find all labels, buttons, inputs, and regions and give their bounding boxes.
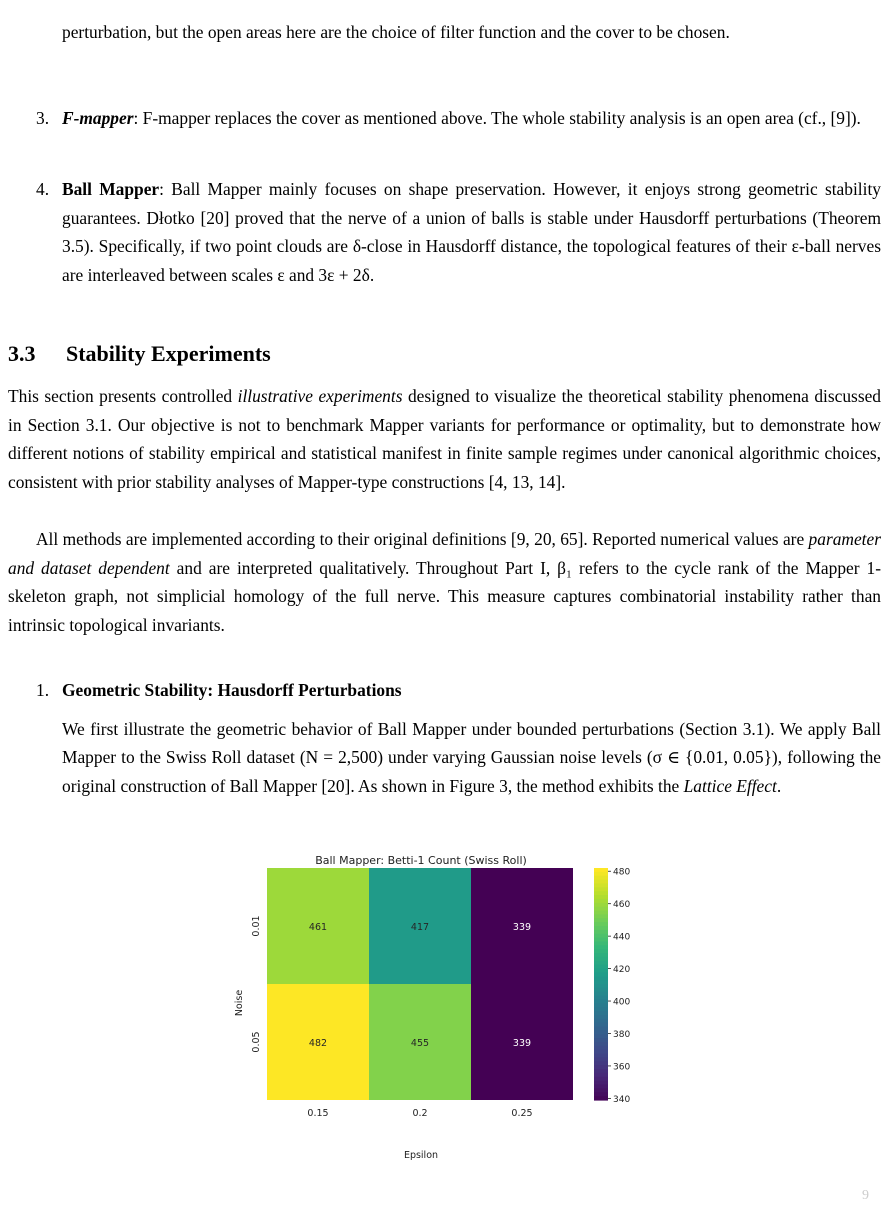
- x-axis-label: Epsilon: [403, 1150, 439, 1161]
- colorbar-segment: [594, 1088, 608, 1092]
- list-item-text: : Ball Mapper mainly focuses on shape preservation. However, it enjoys strong geometric stability guarantees. Dłotko [20] proved that the nerve of a union of balls is stable under Hausdorff perturbations (Theorem 3.5). Specifically, if two point clouds are δ-close in Hausdorff distance, the topological features of their ε-ball nerves are interleaved between scales ε and 3ε + 2δ.: [62, 179, 881, 285]
- colorbar-segment: [594, 1034, 608, 1038]
- colorbar-segment: [594, 980, 608, 984]
- colorbar-segment: [594, 976, 608, 980]
- colorbar-segment: [594, 930, 608, 934]
- cell-value-label: 417: [410, 922, 430, 933]
- colorbar-segment: [594, 1050, 608, 1054]
- colorbar-segment: [594, 938, 608, 942]
- list-item-title: F-mapper: [62, 108, 134, 128]
- colorbar-tick-label: 360: [613, 1062, 631, 1073]
- colorbar-segment: [594, 957, 608, 961]
- colorbar-segment: [594, 895, 608, 899]
- x-tick-label: 0.15: [307, 1108, 329, 1119]
- colorbar-segment: [594, 1003, 608, 1007]
- colorbar-segment: [594, 880, 608, 884]
- colorbar-segment: [594, 883, 608, 887]
- colorbar-segment: [594, 1081, 608, 1085]
- list-number: 3.: [36, 108, 50, 128]
- colorbar-segment: [594, 999, 608, 1003]
- colorbar-segment: [594, 961, 608, 965]
- colorbar-segment: [594, 1061, 608, 1065]
- list-number: 4.: [36, 179, 50, 199]
- colorbar-segment: [594, 1038, 608, 1042]
- paragraph-text: All methods are implemented according to their original definitions [9, 20, 65]. Reported numerical values are: [36, 529, 809, 549]
- colorbar-segment: [594, 1065, 608, 1069]
- list-number: 1.: [36, 680, 50, 700]
- colorbar-tick-label: 380: [613, 1029, 631, 1040]
- colorbar-tick-label: 480: [613, 867, 631, 878]
- intro-continuation: [36, 18, 881, 47]
- paragraph-text: and are interpreted qualitatively. Throughout Part I, β₁ refers to the cycle rank of the Mapper 1-skeleton graph, not simplicial homology of the full nerve. This measure captures combinatorial instability rather than intrinsic topological invariants.: [8, 557, 881, 635]
- colorbar-tick-label: 420: [613, 965, 631, 976]
- y-tick-label: 0.01: [251, 915, 262, 937]
- colorbar-segment: [594, 1015, 608, 1019]
- section-title: Stability Experiments: [66, 341, 271, 366]
- cell-value-label: 482: [308, 1038, 328, 1049]
- list-item-title: Ball Mapper: [62, 179, 160, 199]
- list-item-ball-mapper: [36, 175, 881, 289]
- paragraph-text: We first illustrate the geometric behavior of Ball Mapper under bounded perturbations (Section 3.1). We apply Ball Mapper to the Swiss Roll dataset (N = 2,500) under varying Gaussian noise levels (σ ∈ {0.01, 0.05}), following the original construction of Ball Mapper [20]. As shown in Figure 3, the method exhibits the: [62, 718, 881, 796]
- colorbar-segment: [594, 945, 608, 949]
- colorbar-segment: [594, 1011, 608, 1015]
- colorbar-segment: [594, 1096, 608, 1100]
- chart-title: Ball Mapper: Betti-1 Count (Swiss Roll): [315, 854, 527, 867]
- colorbar-tick-label: 460: [613, 900, 631, 911]
- colorbar-segment: [594, 1046, 608, 1050]
- colorbar-segment: [594, 1030, 608, 1034]
- colorbar-segment: [594, 996, 608, 1000]
- paragraph-intro: [8, 382, 881, 496]
- cell-value-label: 461: [308, 922, 328, 933]
- colorbar-tick-label: 400: [613, 997, 631, 1008]
- colorbar-segment: [594, 965, 608, 969]
- colorbar-segment: [594, 891, 608, 895]
- list-item-text: : F-mapper replaces the cover as mentioned above. The whole stability analysis is an open area (cf., [9]).: [133, 108, 861, 128]
- colorbar-segment: [594, 972, 608, 976]
- page-number: 9: [862, 1188, 869, 1203]
- colorbar-segment: [594, 1023, 608, 1027]
- colorbar-segment: [594, 876, 608, 880]
- colorbar-segment: [594, 1019, 608, 1023]
- experiment-title: Geometric Stability: Hausdorff Perturbations: [62, 680, 402, 700]
- betti-heatmap-figure: [222, 848, 642, 1163]
- colorbar-segment: [594, 988, 608, 992]
- y-tick-label: 0.05: [251, 1031, 262, 1053]
- colorbar-segment: [594, 914, 608, 918]
- y-axis-label: Noise: [234, 989, 245, 1017]
- intro-continuation-text: perturbation, but the open areas here are the choice of filter function and the cover to be chosen.: [62, 22, 730, 42]
- cell-value-label: 455: [410, 1038, 430, 1049]
- colorbar-segment: [594, 1054, 608, 1058]
- colorbar-segment: [594, 1069, 608, 1073]
- x-tick-label: 0.25: [511, 1108, 533, 1119]
- experiment-item: [36, 676, 881, 800]
- paragraph-emphasis: illustrative experiments: [237, 386, 403, 406]
- x-tick-label: 0.2: [412, 1108, 428, 1119]
- colorbar-segment: [594, 934, 608, 938]
- colorbar-segment: [594, 953, 608, 957]
- paragraph-emphasis: parameter and dataset dependent: [8, 529, 881, 578]
- colorbar-segment: [594, 1042, 608, 1046]
- experiment-text: [62, 715, 881, 801]
- colorbar-segment: [594, 1007, 608, 1011]
- cell-value-label: 339: [512, 1038, 532, 1049]
- colorbar-tick-label: 440: [613, 932, 631, 943]
- colorbar-tick-label: 340: [613, 1094, 631, 1105]
- colorbar-segment: [594, 911, 608, 915]
- paragraph-text: This section presents controlled: [8, 386, 238, 406]
- section-number: 3.3: [8, 341, 36, 366]
- paragraph-text: designed to visualize the theoretical stability phenomena discussed in Section 3.1. Our objective is not to benchmark Mapper variants for performance or optimality, but to demonstrate how different notions of stability empirical and statistical manifest in finite sample regimes under canonical algorithmic choices, consistent with prior stability analyses of Mapper-type constructions [4, 13, 14].: [8, 386, 882, 492]
- paragraph-emphasis: Lattice Effect: [683, 775, 777, 796]
- colorbar-segment: [594, 868, 608, 872]
- colorbar-segment: [594, 1027, 608, 1031]
- colorbar-segment: [594, 969, 608, 973]
- colorbar-segment: [594, 907, 608, 911]
- colorbar-segment: [594, 872, 608, 876]
- colorbar-segment: [594, 926, 608, 930]
- list-item-f-mapper: [36, 104, 881, 133]
- colorbar-segment: [594, 887, 608, 891]
- colorbar-segment: [594, 903, 608, 907]
- colorbar-segment: [594, 1057, 608, 1061]
- section-heading: [8, 340, 271, 368]
- colorbar-segment: [594, 992, 608, 996]
- colorbar-segment: [594, 1085, 608, 1089]
- colorbar-segment: [594, 922, 608, 926]
- colorbar-segment: [594, 1077, 608, 1081]
- colorbar-segment: [594, 949, 608, 953]
- paragraph-methods: [8, 525, 881, 639]
- colorbar-segment: [594, 1092, 608, 1096]
- colorbar-segment: [594, 918, 608, 922]
- colorbar-segment: [594, 899, 608, 903]
- paragraph-text: .: [776, 775, 782, 796]
- cell-value-label: 339: [512, 922, 532, 933]
- colorbar-segment: [594, 1073, 608, 1077]
- colorbar-segment: [594, 941, 608, 945]
- colorbar-segment: [594, 984, 608, 988]
